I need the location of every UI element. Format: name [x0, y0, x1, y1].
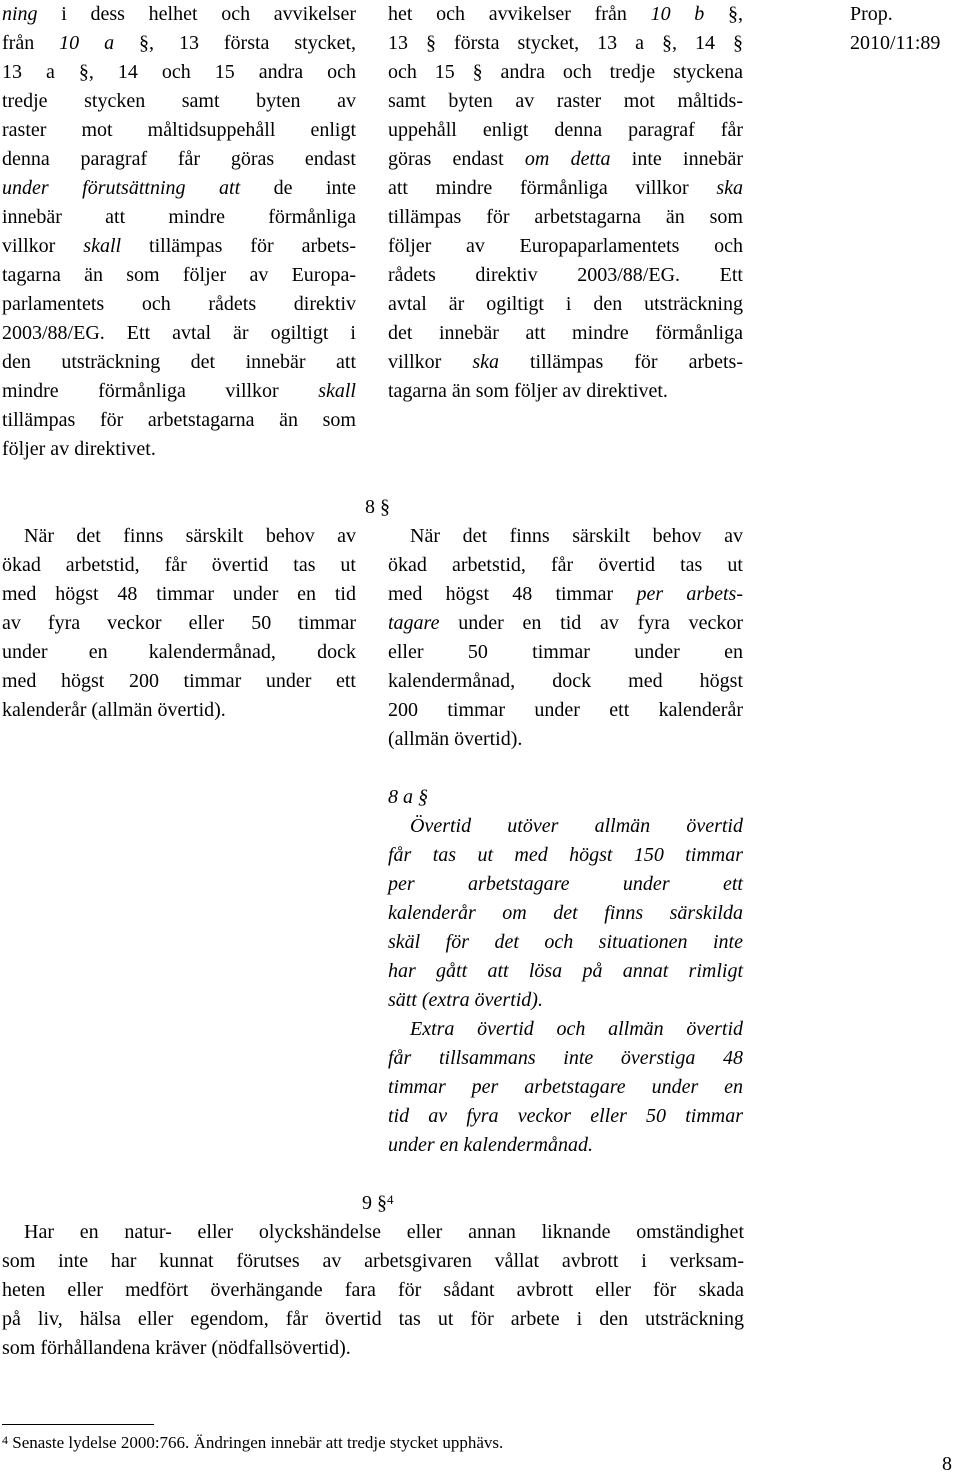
text-segment: de inte	[240, 177, 356, 199]
text-line	[2, 87, 356, 116]
left-column-block-2	[2, 522, 356, 725]
text-segment: under förutsättning att	[2, 177, 241, 199]
text-segment: under en kalendermånad.	[388, 1134, 593, 1156]
text-segment: följer av direktivet.	[2, 438, 156, 460]
text-line	[388, 725, 743, 754]
text-segment: avtal är ogiltigt i den utsträckning	[388, 293, 743, 315]
text-segment: i dess helhet och avvikelser	[37, 3, 356, 25]
text-segment: timmar per arbetstagare under en	[388, 1076, 743, 1098]
text-line	[2, 696, 356, 725]
left-column-block-1	[2, 0, 356, 464]
text-line	[2, 609, 356, 638]
text-segment: §,	[704, 3, 743, 25]
text-line	[388, 0, 743, 29]
text-segment: får tas ut med högst 150 timmar	[388, 844, 743, 866]
text-segment: har gått att lösa på annat rimligt	[388, 960, 743, 982]
text-segment: ning	[2, 3, 38, 25]
text-line	[2, 174, 356, 203]
text-line	[2, 1218, 744, 1247]
text-segment: ökad arbetstid, får övertid tas ut	[388, 554, 743, 576]
text-line	[388, 696, 743, 725]
text-segment: denna paragraf får göras endast	[2, 148, 356, 170]
text-segment: När det finns särskilt behov av	[24, 525, 356, 547]
text-segment: ska	[472, 351, 499, 373]
section-9-body	[2, 1218, 744, 1363]
text-line	[388, 58, 743, 87]
text-segment: (allmän övertid).	[388, 728, 523, 750]
text-segment: innebär att mindre förmånliga	[2, 206, 356, 228]
prop-reference: Prop. 2010/11:89	[850, 3, 941, 54]
text-segment: och 15 § andra och tredje styckena	[388, 61, 743, 83]
text-segment: tagarna än som följer av Europa-	[2, 264, 356, 286]
text-line	[388, 986, 743, 1015]
text-segment: parlamentets och rådets direktiv	[2, 293, 356, 315]
text-line	[2, 377, 356, 406]
right-column-block-3	[388, 812, 743, 1160]
text-line	[388, 609, 743, 638]
text-segment: 10 a	[59, 32, 115, 54]
text-segment: kalenderår om det finns särskilda	[388, 902, 743, 924]
text-line	[388, 29, 743, 58]
section-9-footnote-ref: 4	[387, 1192, 394, 1207]
text-line	[2, 1334, 744, 1363]
text-line	[388, 667, 743, 696]
text-line	[2, 145, 356, 174]
footnote-marker: 4	[2, 1433, 8, 1447]
text-segment: skall	[83, 235, 122, 257]
text-segment: den utsträckning det innebär att	[2, 351, 356, 373]
text-segment: med högst 48 timmar under en tid	[2, 583, 356, 605]
text-segment: 13 § första stycket, 13 a §, 14 §	[388, 32, 743, 54]
text-line	[388, 812, 743, 841]
text-line	[2, 0, 356, 29]
text-line	[2, 348, 356, 377]
text-line	[2, 29, 356, 58]
text-segment: per arbets-	[636, 583, 743, 605]
text-segment: Har en natur- eller olyckshändelse eller annan liknande omständighet	[24, 1221, 744, 1243]
text-line	[388, 928, 743, 957]
section-9-heading	[362, 1189, 394, 1218]
text-segment: villkor	[2, 235, 84, 257]
text-line	[388, 1102, 743, 1131]
text-segment: med högst 200 timmar under ett	[2, 670, 356, 692]
text-line	[2, 319, 356, 348]
text-line	[388, 203, 743, 232]
text-line	[2, 406, 356, 435]
text-line	[2, 522, 356, 551]
footnote-rule	[2, 1424, 154, 1425]
text-segment: under en tid av fyra veckor	[439, 612, 743, 634]
text-segment: med högst 48 timmar	[388, 583, 637, 605]
text-line	[388, 348, 743, 377]
text-segment: från	[2, 32, 60, 54]
text-line	[388, 261, 743, 290]
text-line	[388, 638, 743, 667]
text-line	[388, 145, 743, 174]
text-segment: sätt (extra övertid).	[388, 989, 543, 1011]
text-segment: tagare	[388, 612, 440, 634]
text-line	[388, 870, 743, 899]
text-line	[388, 1073, 743, 1102]
text-segment: tid av fyra veckor eller 50 timmar	[388, 1105, 743, 1127]
text-line	[388, 174, 743, 203]
text-segment: tredje stycken samt byten av	[2, 90, 356, 112]
text-line	[2, 638, 356, 667]
text-line	[388, 899, 743, 928]
text-line	[388, 1015, 743, 1044]
text-line	[2, 58, 356, 87]
text-segment: 13 a §, 14 och 15 andra och	[2, 61, 356, 83]
text-segment: Extra övertid och allmän övertid	[410, 1018, 743, 1040]
text-line	[388, 580, 743, 609]
text-segment: §, 13 första stycket,	[114, 32, 357, 54]
section-9-label: 9 §	[362, 1192, 387, 1214]
text-segment: raster mot måltidsuppehåll enligt	[2, 119, 356, 141]
text-line	[2, 580, 356, 609]
text-segment: mindre förmånliga villkor	[2, 380, 319, 402]
footnote-text: Senaste lydelse 2000:766. Ändringen innebär att tredje stycket upphävs.	[12, 1433, 504, 1452]
text-line	[388, 290, 743, 319]
text-line	[2, 1247, 744, 1276]
text-segment: skall	[318, 380, 356, 402]
right-column-block-1	[388, 0, 743, 406]
text-line	[388, 319, 743, 348]
text-segment: Övertid utöver allmän övertid	[410, 815, 743, 837]
text-segment: på liv, hälsa eller egendom, får övertid tas ut för arbete i den utsträckning	[2, 1308, 744, 1330]
text-segment: ska	[716, 177, 743, 199]
text-segment: får tillsammans inte överstiga 48	[388, 1047, 743, 1069]
text-line	[388, 1131, 743, 1160]
text-segment: villkor	[388, 351, 473, 373]
text-segment: om detta	[524, 148, 611, 170]
text-segment: skäl för det och situationen inte	[388, 931, 743, 953]
text-segment: tagarna än som följer av direktivet.	[388, 380, 668, 402]
right-column-block-2	[388, 522, 743, 754]
text-segment: 10 b	[650, 3, 705, 25]
section-8-heading: 8 §	[365, 496, 390, 518]
text-line	[388, 841, 743, 870]
text-line	[388, 377, 743, 406]
text-line	[2, 261, 356, 290]
text-line	[2, 551, 356, 580]
text-segment: När det finns särskilt behov av	[410, 525, 743, 547]
text-segment: kalenderår (allmän övertid).	[2, 699, 226, 721]
text-line	[388, 957, 743, 986]
section-8a-heading: 8 a §	[388, 786, 428, 808]
text-segment: som inte har kunnat förutses av arbetsgivaren vållat avbrott i verksam-	[2, 1250, 744, 1272]
text-line	[388, 87, 743, 116]
text-segment: samt byten av raster mot måltids-	[388, 90, 743, 112]
text-segment: het och avvikelser från	[388, 3, 651, 25]
text-segment: kalendermånad, dock med högst	[388, 670, 743, 692]
text-line	[2, 1276, 744, 1305]
page-number: 8	[942, 1453, 952, 1475]
text-line	[388, 522, 743, 551]
text-segment: per arbetstagare under ett	[388, 873, 743, 895]
text-line	[2, 1305, 744, 1334]
text-line	[388, 1044, 743, 1073]
text-line	[2, 116, 356, 145]
text-segment: tillämpas för arbets-	[121, 235, 356, 257]
text-segment: följer av Europaparlamentets och	[388, 235, 743, 257]
text-segment: att mindre förmånliga villkor	[388, 177, 717, 199]
text-line	[2, 203, 356, 232]
text-segment: tillämpas för arbetstagarna än som	[2, 409, 356, 431]
footnote	[2, 1432, 503, 1454]
text-segment: rådets direktiv 2003/88/EG. Ett	[388, 264, 743, 286]
text-line	[2, 290, 356, 319]
text-segment: ökad arbetstid, får övertid tas ut	[2, 554, 356, 576]
text-segment: under en kalendermånad, dock	[2, 641, 356, 663]
text-segment: inte innebär	[610, 148, 743, 170]
text-segment: av fyra veckor eller 50 timmar	[2, 612, 356, 634]
text-segment: 2003/88/EG. Ett avtal är ogiltigt i	[2, 322, 356, 344]
text-line	[2, 435, 356, 464]
text-segment: det innebär att mindre förmånliga	[388, 322, 743, 344]
text-segment: tillämpas för arbets-	[498, 351, 743, 373]
text-segment: som förhållandena kräver (nödfallsövertid).	[2, 1337, 351, 1359]
text-line	[388, 232, 743, 261]
text-line	[388, 116, 743, 145]
text-segment: uppehåll enligt denna paragraf får	[388, 119, 743, 141]
text-segment: heten eller medfört överhängande fara för sådant avbrott eller för skada	[2, 1279, 744, 1301]
text-segment: tillämpas för arbetstagarna än som	[388, 206, 743, 228]
text-segment: eller 50 timmar under en	[388, 641, 743, 663]
text-segment: 200 timmar under ett kalenderår	[388, 699, 743, 721]
text-segment: göras endast	[388, 148, 525, 170]
text-line	[388, 551, 743, 580]
text-line	[2, 667, 356, 696]
text-line	[2, 232, 356, 261]
